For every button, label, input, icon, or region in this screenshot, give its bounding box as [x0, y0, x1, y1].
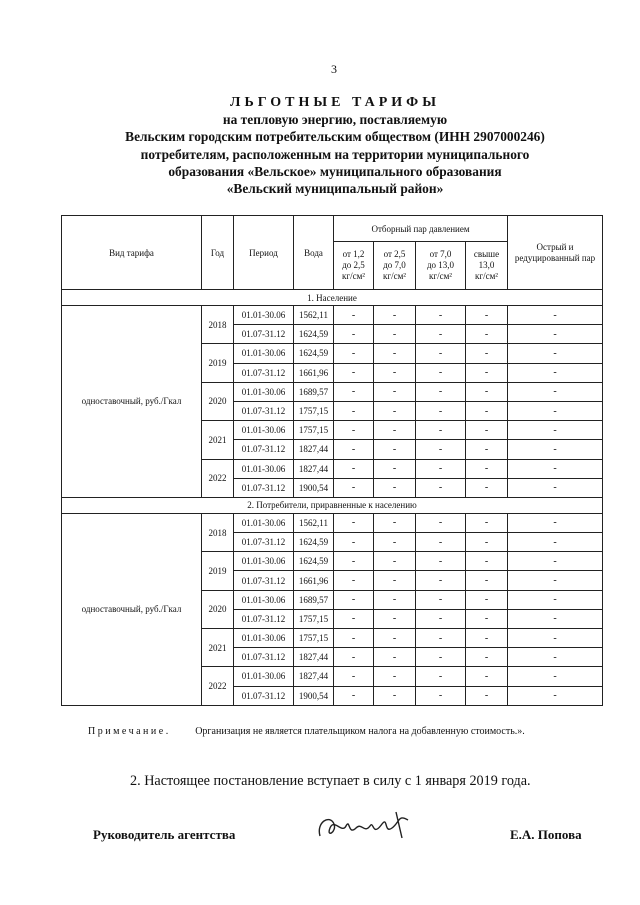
table-row	[62, 513, 603, 532]
col-header-water: Вода	[294, 216, 334, 290]
steam-tariff-cell: -	[466, 306, 508, 325]
water-tariff-cell: 1757,15	[294, 401, 334, 420]
steam-tariff-cell: -	[416, 363, 466, 382]
steam-tariff-cell: -	[374, 382, 416, 401]
tariff-type-cell: одноставочный, руб./Гкал	[62, 306, 202, 498]
steam-tariff-cell: -	[334, 440, 374, 459]
steam-tariff-cell: -	[508, 363, 603, 382]
water-tariff-cell: 1827,44	[294, 459, 334, 478]
period-cell: 01.01-30.06	[234, 306, 294, 325]
steam-tariff-cell: -	[374, 609, 416, 628]
period-cell: 01.01-30.06	[234, 421, 294, 440]
steam-tariff-cell: -	[334, 401, 374, 420]
col-header-steam-4: свыше 13,0 кг/см²	[466, 242, 508, 290]
note	[88, 726, 608, 737]
steam-tariff-cell: -	[508, 533, 603, 552]
steam-tariff-cell: -	[416, 552, 466, 571]
document-title: ЛЬГОТНЫЕ ТАРИФЫ	[230, 95, 440, 110]
steam-tariff-cell: -	[466, 440, 508, 459]
document-header	[100, 94, 570, 197]
col-header-steam-2: от 2,5 до 7,0 кг/см²	[374, 242, 416, 290]
steam-tariff-cell: -	[508, 344, 603, 363]
steam-tariff-cell: -	[466, 648, 508, 667]
period-cell: 01.01-30.06	[234, 459, 294, 478]
water-tariff-cell: 1757,15	[294, 609, 334, 628]
steam-tariff-cell: -	[334, 513, 374, 532]
steam-tariff-cell: -	[508, 667, 603, 686]
steam-tariff-cell: -	[374, 571, 416, 590]
signatory-role: Руководитель агентства	[93, 827, 236, 842]
steam-tariff-cell: -	[416, 629, 466, 648]
steam-tariff-cell: -	[466, 478, 508, 497]
water-tariff-cell: 1689,57	[294, 382, 334, 401]
steam-tariff-cell: -	[374, 686, 416, 705]
year-cell: 2020	[202, 382, 234, 420]
steam-tariff-cell: -	[374, 552, 416, 571]
steam-tariff-cell: -	[466, 401, 508, 420]
steam-tariff-cell: -	[416, 513, 466, 532]
table-row	[62, 306, 603, 325]
water-tariff-cell: 1624,59	[294, 552, 334, 571]
water-tariff-cell: 1689,57	[294, 590, 334, 609]
steam-tariff-cell: -	[508, 325, 603, 344]
steam-tariff-cell: -	[416, 686, 466, 705]
steam-tariff-cell: -	[334, 609, 374, 628]
steam-tariff-cell: -	[508, 686, 603, 705]
year-cell: 2020	[202, 590, 234, 628]
steam-tariff-cell: -	[466, 421, 508, 440]
water-tariff-cell: 1624,59	[294, 344, 334, 363]
steam-tariff-cell: -	[374, 344, 416, 363]
col-header-steam-1: от 1,2 до 2,5 кг/см²	[334, 242, 374, 290]
water-tariff-cell: 1562,11	[294, 306, 334, 325]
steam-tariff-cell: -	[334, 325, 374, 344]
period-cell: 01.01-30.06	[234, 629, 294, 648]
steam-tariff-cell: -	[416, 533, 466, 552]
steam-tariff-cell: -	[466, 325, 508, 344]
note-text: Организация не является плательщиком налога на добавленную стоимость.».	[195, 726, 525, 737]
steam-tariff-cell: -	[334, 552, 374, 571]
section-title: 2. Потребители, приравненные к населению	[62, 497, 603, 513]
steam-tariff-cell: -	[466, 513, 508, 532]
steam-tariff-cell: -	[508, 401, 603, 420]
period-cell: 01.01-30.06	[234, 667, 294, 686]
steam-tariff-cell: -	[508, 421, 603, 440]
effective-date-paragraph: 2. Настоящее постановление вступает в силу с 1 января 2019 года.	[130, 773, 531, 789]
period-cell: 01.07-31.12	[234, 440, 294, 459]
steam-tariff-cell: -	[334, 344, 374, 363]
water-tariff-cell: 1624,59	[294, 533, 334, 552]
period-cell: 01.01-30.06	[234, 344, 294, 363]
steam-tariff-cell: -	[416, 421, 466, 440]
steam-tariff-cell: -	[466, 590, 508, 609]
steam-tariff-cell: -	[334, 667, 374, 686]
period-cell: 01.07-31.12	[234, 401, 294, 420]
year-cell: 2022	[202, 459, 234, 497]
header-line: образования «Вельское» муниципального образования	[168, 163, 502, 179]
steam-tariff-cell: -	[508, 648, 603, 667]
year-cell: 2021	[202, 629, 234, 667]
period-cell: 01.07-31.12	[234, 648, 294, 667]
steam-tariff-cell: -	[416, 571, 466, 590]
page-number: 3	[331, 62, 337, 76]
steam-tariff-cell: -	[416, 459, 466, 478]
steam-tariff-cell: -	[508, 571, 603, 590]
steam-tariff-cell: -	[466, 363, 508, 382]
steam-tariff-cell: -	[508, 609, 603, 628]
header-line: потребителям, расположенным на территории муниципального	[140, 146, 530, 162]
steam-tariff-cell: -	[334, 648, 374, 667]
steam-tariff-cell: -	[416, 667, 466, 686]
steam-tariff-cell: -	[334, 306, 374, 325]
steam-tariff-cell: -	[416, 648, 466, 667]
year-cell: 2018	[202, 513, 234, 551]
steam-tariff-cell: -	[374, 401, 416, 420]
handwritten-signature	[312, 808, 422, 846]
steam-tariff-cell: -	[416, 440, 466, 459]
water-tariff-cell: 1757,15	[294, 421, 334, 440]
steam-tariff-cell: -	[334, 459, 374, 478]
tariffs-table	[61, 215, 603, 706]
header-line: «Вельский муниципальный район»	[226, 181, 444, 197]
steam-tariff-cell: -	[508, 382, 603, 401]
year-cell: 2022	[202, 667, 234, 705]
header-line: на тепловую энергию, поставляемую	[222, 112, 448, 128]
year-cell: 2018	[202, 306, 234, 344]
steam-tariff-cell: -	[334, 533, 374, 552]
steam-tariff-cell: -	[416, 306, 466, 325]
water-tariff-cell: 1827,44	[294, 648, 334, 667]
water-tariff-cell: 1827,44	[294, 440, 334, 459]
steam-tariff-cell: -	[334, 571, 374, 590]
steam-tariff-cell: -	[466, 382, 508, 401]
steam-tariff-cell: -	[466, 552, 508, 571]
steam-tariff-cell: -	[374, 513, 416, 532]
steam-tariff-cell: -	[508, 629, 603, 648]
steam-tariff-cell: -	[374, 363, 416, 382]
period-cell: 01.07-31.12	[234, 478, 294, 497]
steam-tariff-cell: -	[466, 667, 508, 686]
steam-tariff-cell: -	[466, 629, 508, 648]
steam-tariff-cell: -	[466, 459, 508, 478]
water-tariff-cell: 1757,15	[294, 629, 334, 648]
water-tariff-cell: 1624,59	[294, 325, 334, 344]
steam-tariff-cell: -	[334, 629, 374, 648]
steam-tariff-cell: -	[374, 478, 416, 497]
steam-tariff-cell: -	[508, 306, 603, 325]
steam-tariff-cell: -	[416, 382, 466, 401]
steam-tariff-cell: -	[416, 478, 466, 497]
water-tariff-cell: 1661,96	[294, 363, 334, 382]
steam-tariff-cell: -	[334, 590, 374, 609]
steam-tariff-cell: -	[374, 459, 416, 478]
period-cell: 01.07-31.12	[234, 609, 294, 628]
tariff-type-cell: одноставочный, руб./Гкал	[62, 513, 202, 705]
steam-tariff-cell: -	[374, 648, 416, 667]
steam-tariff-cell: -	[508, 478, 603, 497]
water-tariff-cell: 1827,44	[294, 667, 334, 686]
steam-tariff-cell: -	[466, 571, 508, 590]
period-cell: 01.07-31.12	[234, 325, 294, 344]
steam-tariff-cell: -	[374, 667, 416, 686]
period-cell: 01.07-31.12	[234, 686, 294, 705]
section-title: 1. Население	[62, 290, 603, 306]
steam-tariff-cell: -	[416, 609, 466, 628]
steam-tariff-cell: -	[508, 440, 603, 459]
water-tariff-cell: 1562,11	[294, 513, 334, 532]
signatory-name: Е.А. Попова	[510, 827, 582, 842]
period-cell: 01.07-31.12	[234, 571, 294, 590]
col-header-steam-3: от 7,0 до 13,0 кг/см²	[416, 242, 466, 290]
steam-tariff-cell: -	[374, 629, 416, 648]
year-cell: 2019	[202, 552, 234, 590]
steam-tariff-cell: -	[416, 325, 466, 344]
col-header-period: Период	[234, 216, 294, 290]
steam-tariff-cell: -	[374, 590, 416, 609]
period-cell: 01.01-30.06	[234, 552, 294, 571]
period-cell: 01.07-31.12	[234, 363, 294, 382]
steam-tariff-cell: -	[334, 382, 374, 401]
year-cell: 2021	[202, 421, 234, 459]
water-tariff-cell: 1661,96	[294, 571, 334, 590]
steam-tariff-cell: -	[334, 363, 374, 382]
col-header-year: Год	[202, 216, 234, 290]
period-cell: 01.01-30.06	[234, 590, 294, 609]
steam-tariff-cell: -	[416, 401, 466, 420]
steam-tariff-cell: -	[416, 344, 466, 363]
steam-tariff-cell: -	[374, 533, 416, 552]
steam-tariff-cell: -	[466, 344, 508, 363]
water-tariff-cell: 1900,54	[294, 686, 334, 705]
steam-tariff-cell: -	[416, 590, 466, 609]
steam-tariff-cell: -	[466, 533, 508, 552]
water-tariff-cell: 1900,54	[294, 478, 334, 497]
steam-tariff-cell: -	[374, 325, 416, 344]
steam-tariff-cell: -	[374, 421, 416, 440]
period-cell: 01.01-30.06	[234, 382, 294, 401]
steam-tariff-cell: -	[466, 686, 508, 705]
steam-tariff-cell: -	[508, 590, 603, 609]
header-line: Вельским городским потребительским обществом (ИНН 2907000246)	[125, 129, 545, 145]
col-header-steam-group: Отборный пар давлением	[334, 216, 508, 242]
steam-tariff-cell: -	[466, 609, 508, 628]
steam-tariff-cell: -	[334, 478, 374, 497]
steam-tariff-cell: -	[334, 686, 374, 705]
steam-tariff-cell: -	[374, 306, 416, 325]
period-cell: 01.01-30.06	[234, 513, 294, 532]
steam-tariff-cell: -	[508, 459, 603, 478]
col-header-sharp-steam: Острый и редуцированный пар	[508, 216, 603, 290]
note-label: Примечание.	[88, 726, 171, 737]
steam-tariff-cell: -	[334, 421, 374, 440]
steam-tariff-cell: -	[508, 552, 603, 571]
col-header-tariff-type: Вид тарифа	[62, 216, 202, 290]
steam-tariff-cell: -	[374, 440, 416, 459]
period-cell: 01.07-31.12	[234, 533, 294, 552]
year-cell: 2019	[202, 344, 234, 382]
steam-tariff-cell: -	[508, 513, 603, 532]
